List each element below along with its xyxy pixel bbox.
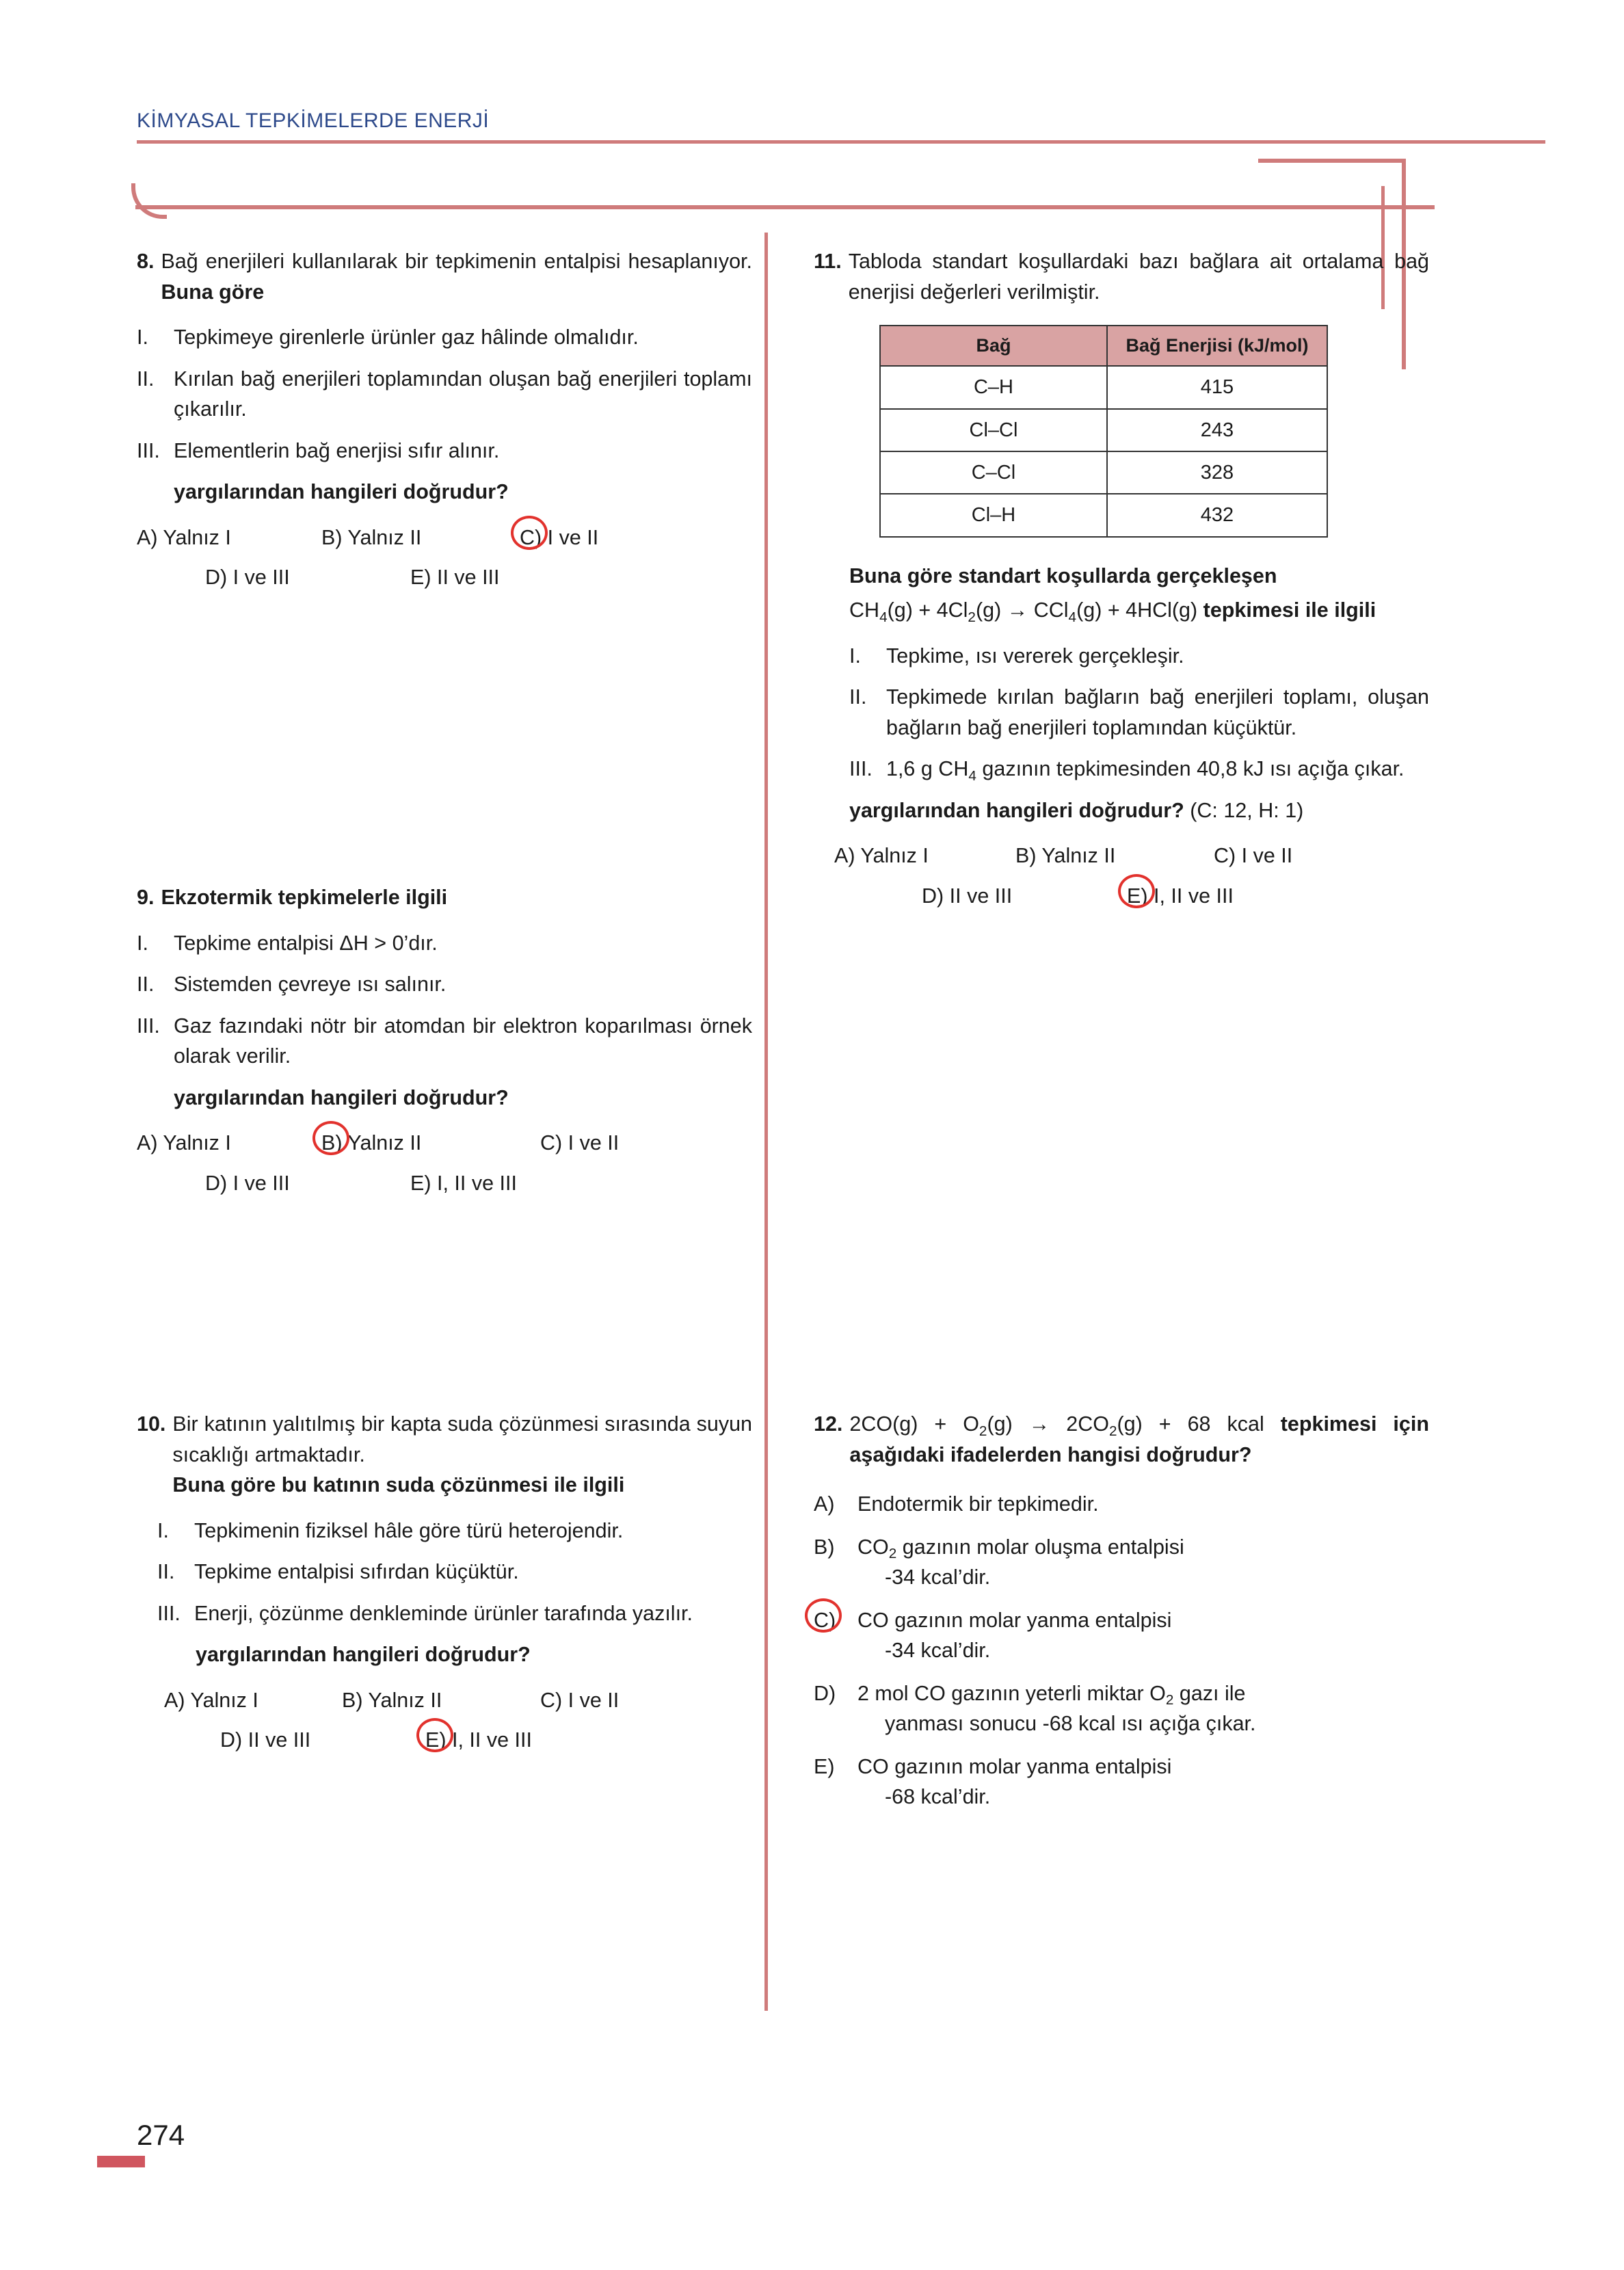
list-item xyxy=(157,1598,752,1629)
option-b[interactable]: B) Yalnız II xyxy=(321,525,422,549)
option-a[interactable]: A) Yalnız I xyxy=(834,844,929,868)
option-d[interactable]: D) I ve III xyxy=(205,566,290,590)
option-c-text-line2: -34 kcal’dir. xyxy=(885,1639,991,1663)
item-marker: III. xyxy=(137,1014,160,1038)
question-8 xyxy=(137,246,752,603)
question-11-lead-bold: Buna göre standart koşullarda gerçekleşen xyxy=(849,564,1277,588)
option-b[interactable]: B) Yalnız II xyxy=(321,1128,540,1159)
column-divider xyxy=(764,233,768,2011)
item-text: 1,6 g $CH_4$ gazının tepkimesinden 40,8 kJ ısı açığa çıkar. xyxy=(886,757,1405,784)
option-c[interactable]: C) I ve II xyxy=(520,523,598,553)
item-marker: I. xyxy=(157,1518,169,1542)
question-12-stem xyxy=(849,1409,1429,1470)
item-text: Tepkime entalpisi sıfırdan küçüktür. xyxy=(194,1560,519,1584)
item-text: Tepkime, ısı vererek gerçekleşir. xyxy=(886,644,1184,668)
question-10-stem-bold: Buna göre bu katının suda çözünmesi ile ilgili xyxy=(172,1473,625,1497)
table-cell-bond: Cl–Cl xyxy=(880,409,1107,451)
table-header-bond: Bağ xyxy=(880,326,1107,366)
option-d[interactable]: D) II ve III xyxy=(220,1728,311,1752)
table-cell-bond: C–H xyxy=(880,366,1107,408)
question-11-equation: $CH_4(g) + 4Cl_2(g) \to CCl_4(g) + 4HCl(g)$ tepkimesi ile ilgili xyxy=(849,598,1376,625)
question-12-equation: $2CO(g) + O_2(g) \to 2CO_2(g) + 68$ kcal xyxy=(849,1412,1281,1439)
option-a[interactable]: A) Yalnız I xyxy=(137,1131,231,1155)
list-item xyxy=(849,754,1429,784)
item-text: Tepkimenin fiziksel hâle göre türü heterojendir. xyxy=(194,1518,624,1542)
item-marker: I. xyxy=(849,644,861,668)
question-10-number: 10. xyxy=(137,1412,166,1436)
question-12-stem-bold: tepkimesi için aşağıdaki ifadelerden hangisi doğrudur? xyxy=(849,1412,1429,1466)
list-item xyxy=(137,928,752,959)
question-12-number: 12. xyxy=(814,1412,843,1436)
list-item xyxy=(137,322,752,353)
item-text: Tepkimeye girenlerle ürünler gaz hâlinde olmalıdır. xyxy=(174,326,639,349)
option-e[interactable]: E) I, II ve III xyxy=(410,1171,517,1195)
question-8-items xyxy=(137,322,752,466)
item-marker: I. xyxy=(137,326,148,349)
question-8-options xyxy=(137,523,752,593)
table-row xyxy=(880,409,1327,451)
list-item xyxy=(849,682,1429,743)
option-d-text: 2 mol CO gazının yeterli miktar $O_2$ gazı ile xyxy=(857,1681,1246,1708)
question-8-stem-bold: Buna göre xyxy=(161,280,265,304)
question-8-stem xyxy=(161,246,752,307)
chapter-title: KİMYASAL TEPKİMELERDE ENERJİ xyxy=(137,109,490,132)
option-a-text: Endotermik bir tepkimedir. xyxy=(857,1492,1099,1516)
question-9-number: 9. xyxy=(137,886,155,909)
option-e[interactable]: E) I, II ve III xyxy=(425,1725,532,1756)
item-text: Tepkimede kırılan bağların bağ enerjileri toplamı, oluşan bağların bağ enerjileri toplamından küçüktür. xyxy=(886,685,1429,739)
question-10-prompt: yargılarından hangileri doğrudur? xyxy=(196,1643,531,1667)
list-item xyxy=(137,364,752,425)
table-row xyxy=(880,494,1327,536)
option-a[interactable]: A) Yalnız I xyxy=(137,525,231,549)
page-number-bar xyxy=(97,2156,145,2167)
table-cell-energy: 243 xyxy=(1107,409,1327,451)
table-row xyxy=(880,451,1327,494)
question-11 xyxy=(814,246,1429,921)
item-marker: II. xyxy=(137,367,155,391)
question-11-prompt xyxy=(849,795,1429,826)
question-11-items xyxy=(849,641,1429,784)
list-item xyxy=(137,969,752,1000)
question-11-equation-tail: tepkimesi ile ilgili xyxy=(1203,598,1376,622)
question-11-prompt-note: (C: 12, H: 1) xyxy=(1184,798,1304,822)
table-header-energy: Bağ Enerjisi (kJ/mol) xyxy=(1107,326,1327,366)
option-b-text-line2: -34 kcal’dir. xyxy=(885,1566,991,1589)
bond-energy-table xyxy=(879,325,1328,538)
frame-corner-left xyxy=(131,183,167,219)
option-b[interactable]: B) Yalnız II xyxy=(342,1688,442,1712)
page-number: 274 xyxy=(137,2119,185,2151)
item-text: Tepkime entalpisi ΔH > 0’dır. xyxy=(174,931,438,955)
list-item xyxy=(849,641,1429,672)
option-b[interactable]: B) $CO_2$ gazının molar oluşma entalpisi -34 kcal’dir. xyxy=(814,1532,1429,1593)
item-text: Elementlerin bağ enerjisi sıfır alınır. xyxy=(174,438,500,462)
option-c[interactable]: C) I ve II xyxy=(1214,844,1293,868)
question-10-stem-plain: Bir katının yalıtılmış bir kapta suda çözünmesi sırasında suyun sıcaklığı artmaktadır. xyxy=(172,1412,752,1466)
table-cell-energy: 415 xyxy=(1107,366,1327,408)
question-8-number: 8. xyxy=(137,250,155,273)
list-item xyxy=(157,1516,752,1546)
question-9-options xyxy=(137,1128,752,1198)
option-c[interactable]: C) CO gazının molar yanma entalpisi -34 kcal’dir. xyxy=(814,1605,1429,1666)
table-header-row xyxy=(880,326,1327,366)
question-12-options xyxy=(814,1489,1429,1812)
option-b[interactable]: B) Yalnız II xyxy=(1015,844,1116,868)
option-e-text: CO gazının molar yanma entalpisi xyxy=(857,1754,1172,1778)
question-9-prompt: yargılarından hangileri doğrudur? xyxy=(174,1085,509,1109)
list-item xyxy=(157,1557,752,1587)
question-9-items xyxy=(137,928,752,1072)
option-a[interactable]: A) Yalnız I xyxy=(164,1688,258,1712)
frame-top-rule xyxy=(135,205,1435,209)
item-marker: II. xyxy=(157,1560,175,1584)
item-marker: I. xyxy=(137,931,148,955)
option-d[interactable]: D) 2 mol CO gazının yeterli miktar $O_2$ gazı ile yanması sonucu -68 kcal ısı açığa çıkar. xyxy=(814,1678,1429,1739)
option-e[interactable]: E) II ve III xyxy=(410,566,500,590)
item-marker: III. xyxy=(849,757,873,781)
question-12 xyxy=(814,1409,1429,1825)
option-c[interactable]: C) I ve II xyxy=(540,1131,620,1155)
item-marker: II. xyxy=(137,973,155,997)
question-10 xyxy=(137,1409,752,1765)
table-cell-bond: C–Cl xyxy=(880,451,1107,494)
question-10-stem xyxy=(172,1409,752,1501)
item-text: Kırılan bağ enerjileri toplamından oluşan bağ enerjileri toplamı çıkarılır. xyxy=(174,367,752,421)
table-cell-energy: 432 xyxy=(1107,494,1327,536)
table-cell-bond: Cl–H xyxy=(880,494,1107,536)
question-10-options xyxy=(137,1685,752,1756)
question-8-prompt: yargılarından hangileri doğrudur? xyxy=(174,480,509,504)
option-b-text: $CO_2$ gazının molar oluşma entalpisi xyxy=(857,1535,1184,1562)
question-11-options xyxy=(814,841,1429,911)
question-8-stem-plain: Bağ enerjileri kullanılarak bir tepkimenin entalpisi hesaplanıyor. xyxy=(161,250,752,273)
question-11-stem: Tabloda standart koşullardaki bazı bağlara ait ortalama bağ enerjisi değerleri verilmiştir. xyxy=(848,250,1429,304)
item-text: Enerji, çözünme denkleminde ürünler tarafında yazılır. xyxy=(194,1601,693,1625)
question-11-number: 11. xyxy=(814,250,842,273)
option-a[interactable]: A) Endotermik bir tepkimedir. xyxy=(814,1489,1429,1520)
item-marker: III. xyxy=(157,1601,181,1625)
table-cell-energy: 328 xyxy=(1107,451,1327,494)
item-marker: III. xyxy=(137,438,160,462)
option-e[interactable]: E) CO gazının molar yanma entalpisi -68 kcal’dir. xyxy=(814,1752,1429,1812)
frame-right-top-rule xyxy=(1258,159,1406,163)
table-row xyxy=(880,366,1327,408)
list-item xyxy=(137,436,752,466)
item-marker: II. xyxy=(849,685,867,709)
option-e[interactable]: E) I, II ve III xyxy=(1127,881,1234,912)
item-text: Sistemden çevreye ısı salınır. xyxy=(174,973,447,997)
option-d[interactable]: D) II ve III xyxy=(922,884,1013,908)
question-9 xyxy=(137,882,752,1208)
option-c-text: CO gazının molar yanma entalpisi xyxy=(857,1608,1172,1632)
list-item xyxy=(137,1011,752,1072)
option-c[interactable]: C) I ve II xyxy=(540,1688,620,1712)
question-11-prompt-bold: yargılarından hangileri doğrudur? xyxy=(849,798,1184,822)
question-10-items xyxy=(157,1516,752,1629)
option-d-text-line2: yanması sonucu -68 kcal ısı açığa çıkar. xyxy=(885,1712,1256,1736)
option-e-text-line2: -68 kcal’dir. xyxy=(885,1785,991,1809)
item-text: Gaz fazındaki nötr bir atomdan bir elektron koparılması örnek olarak verilir. xyxy=(174,1014,752,1068)
option-d[interactable]: D) I ve III xyxy=(205,1171,290,1195)
question-9-stem: Ekzotermik tepkimelerle ilgili xyxy=(161,886,448,909)
question-11-lead xyxy=(849,561,1429,626)
header-rule xyxy=(137,140,1545,144)
